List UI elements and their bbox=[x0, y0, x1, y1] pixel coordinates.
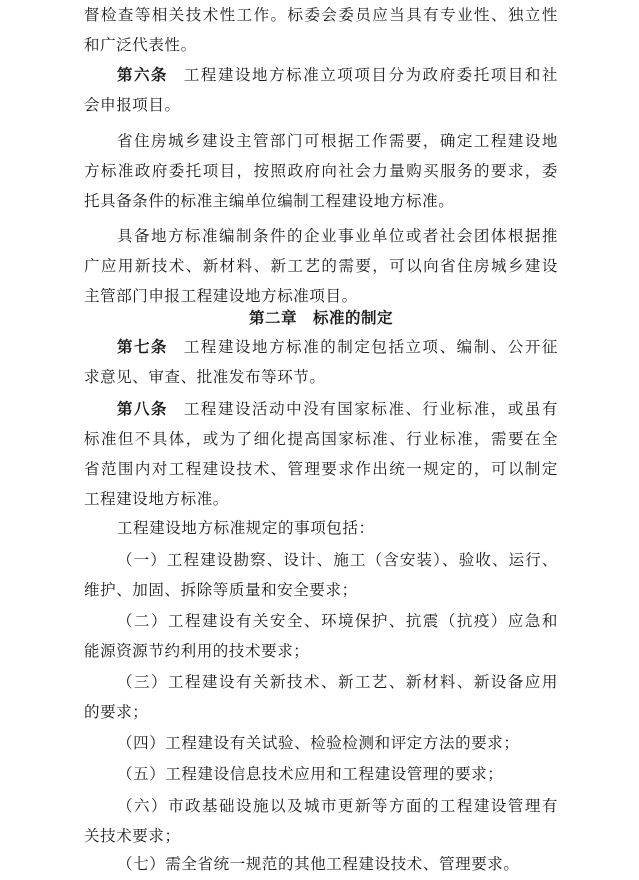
article-7-line bbox=[117, 332, 558, 362]
paragraph-line: 求意见、审查、批准发布等环节。 bbox=[84, 368, 326, 386]
paragraph-line: 具备地方标准编制条件的企业事业单位或者社会团体根据推 bbox=[117, 227, 558, 245]
list-item-1: （一）工程建设勘察、设计、施工（含安装）、验收、运行、 bbox=[117, 551, 558, 569]
article-6-heading: 第六条 bbox=[117, 66, 168, 84]
article-6-line bbox=[117, 60, 558, 90]
list-item-5: （五）工程建设信息技术应用和工程建设管理的要求； bbox=[117, 765, 504, 783]
list-item-6-cont: 关技术要求； bbox=[84, 827, 181, 845]
list-item-3-cont: 的要求； bbox=[84, 703, 149, 721]
list-item-1-cont: 维护、加固、拆除等质量和安全要求； bbox=[84, 581, 358, 599]
list-item-2: （二）工程建设有关安全、环境保护、抗震（抗疫）应急和 bbox=[117, 612, 558, 630]
chapter-title: 第二章 标准的制定 bbox=[248, 309, 393, 327]
paragraph-line: 工程建设地方标准。 bbox=[84, 490, 229, 508]
article-8-heading: 第八条 bbox=[117, 400, 168, 418]
paragraph-line: 督检查等相关技术性工作。标委会委员应当具有专业性、独立性 bbox=[84, 6, 558, 24]
paragraph-line: 会申报项目。 bbox=[84, 96, 181, 114]
article-7-heading: 第七条 bbox=[117, 338, 168, 356]
paragraph-line: 广应用新技术、新材料、新工艺的需要，可以向省住房城乡建设 bbox=[84, 257, 558, 275]
paragraph-line: 方标准政府委托项目，按照政府向社会力量购买服务的要求，委 bbox=[84, 162, 558, 180]
list-item-4: （四）工程建设有关试验、检验检测和评定方法的要求； bbox=[117, 734, 520, 752]
paragraph-line: 主管部门申报工程建设地方标准项目。 bbox=[84, 287, 358, 305]
list-item-7: （七）需全省统一规范的其他工程建设技术、管理要求。 bbox=[117, 855, 520, 873]
paragraph-line: 工程建设地方标准规定的事项包括： bbox=[117, 519, 375, 537]
article-7-text: 工程建设地方标准的制定包括立项、编制、公开征 bbox=[183, 338, 558, 356]
paragraph-line: 标准但不具体，或为了细化提高国家标准、行业标准，需要在全 bbox=[84, 430, 558, 448]
list-item-2-cont: 能源资源节约利用的技术要求； bbox=[84, 642, 310, 660]
paragraph-line: 托具备条件的标准主编单位编制工程建设地方标准。 bbox=[84, 192, 455, 210]
paragraph-line: 省住房城乡建设主管部门可根据工作需要，确定工程建设地 bbox=[117, 132, 558, 150]
list-item-3: （三）工程建设有关新技术、新工艺、新材料、新设备应用 bbox=[117, 673, 558, 691]
article-8-text: 工程建设活动中没有国家标准、行业标准，或虽有 bbox=[183, 400, 558, 418]
paragraph-line: 省范围内对工程建设技术、管理要求作出统一规定的，可以制定 bbox=[84, 460, 558, 478]
paragraph-line: 和广泛代表性。 bbox=[84, 36, 197, 54]
list-item-6: （六）市政基础设施以及城市更新等方面的工程建设管理有 bbox=[117, 797, 558, 815]
article-8-line bbox=[117, 394, 558, 424]
article-6-text: 工程建设地方标准立项项目分为政府委托项目和社 bbox=[183, 66, 558, 84]
